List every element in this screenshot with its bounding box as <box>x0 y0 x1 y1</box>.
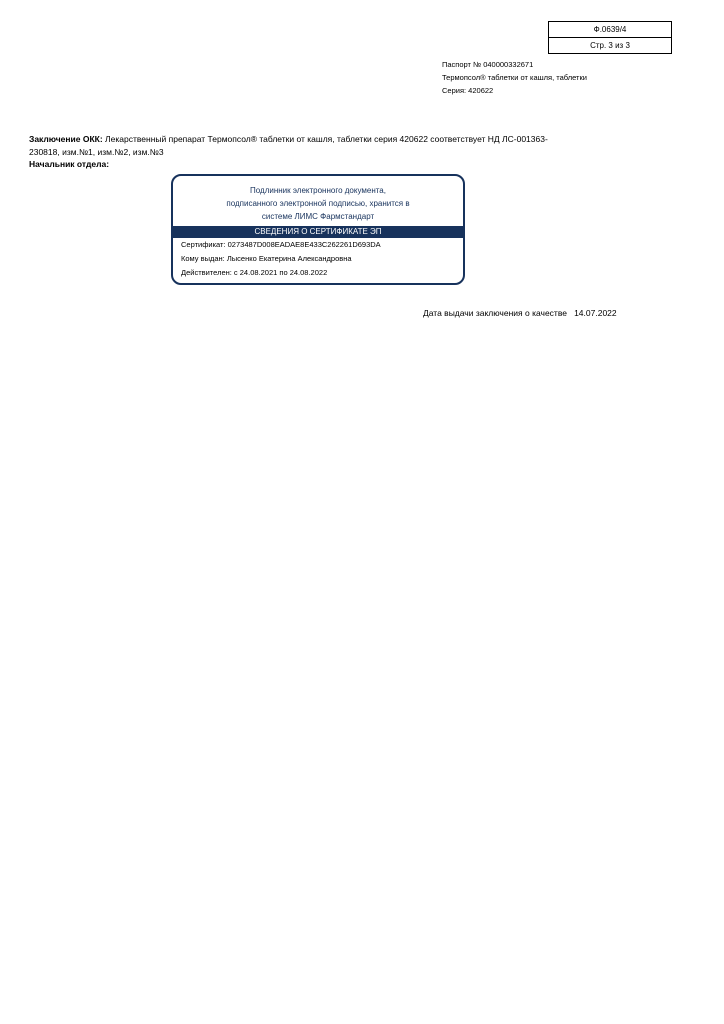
product-name: Термопсол® таблетки от кашля, таблетки <box>442 73 587 82</box>
stamp-notice <box>173 184 463 223</box>
stamp-line-3: системе ЛИМС Фармстандарт <box>261 212 375 221</box>
form-code-box <box>548 21 672 54</box>
conclusion-label: Заключение ОКК: <box>29 134 103 144</box>
department-head-label: Начальник отдела: <box>29 159 110 169</box>
stamp-certificate-header: СВЕДЕНИЯ О СЕРТИФИКАТЕ ЭП <box>173 226 463 238</box>
qc-conclusion <box>29 133 549 159</box>
stamp-line-2: подписанного электронной подписью, хранится в <box>226 199 410 208</box>
issue-date-value: 14.07.2022 <box>574 308 617 318</box>
passport-info <box>442 58 587 97</box>
series-number: Серия: 420622 <box>442 86 494 95</box>
form-code: Ф.0639/4 <box>593 25 627 34</box>
conclusion-text: Лекарственный препарат Термопсол® таблетки от кашля, таблетки серия 420622 соответствует НД ЛС-001363-230818, изм.№1, изм.№2, изм.№3 <box>29 134 548 157</box>
electronic-signature-stamp <box>171 174 465 285</box>
stamp-line-1: Подлинник электронного документа, <box>250 186 386 195</box>
stamp-validity: Действителен: с 24.08.2021 по 24.08.2022 <box>181 268 328 277</box>
stamp-issued-to: Кому выдан: Лысенко Екатерина Александровна <box>181 254 352 263</box>
page-number: Стр. 3 из 3 <box>549 37 671 53</box>
issue-date-label: Дата выдачи заключения о качестве <box>423 308 567 318</box>
issue-date <box>423 308 617 318</box>
passport-number: Паспорт № 040000332671 <box>442 60 534 69</box>
stamp-certificate-id: Сертификат: 0273487D008EADAE8E433C262261D693DA <box>181 240 381 249</box>
